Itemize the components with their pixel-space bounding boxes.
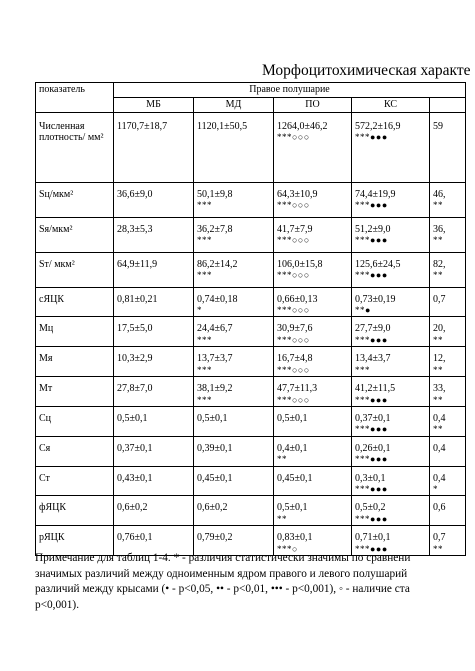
significance-mark: ***●●● [355, 424, 388, 435]
significance-mark: *** [197, 364, 212, 375]
significance-mark: ** [433, 394, 443, 405]
table-row [36, 112, 466, 182]
table-cell [430, 317, 466, 347]
significance-mark: *** [197, 235, 212, 245]
table-cell [114, 317, 194, 347]
cell-value: 0,37±0,1 [355, 412, 391, 424]
table-cell [430, 182, 466, 217]
significance-mark: ***●●● [355, 513, 388, 524]
significance-mark: *** [355, 364, 370, 375]
table-cell [274, 436, 352, 466]
significance-mark: ***○○○ [277, 364, 310, 375]
data-table [35, 82, 466, 556]
significance-mark: ***○ [277, 543, 298, 554]
table-cell [352, 317, 430, 347]
table-cell [430, 252, 466, 287]
cell-value: 12, [433, 353, 446, 365]
table-cell [352, 217, 430, 252]
group-header: Правое полушарие [114, 83, 466, 98]
table-cell [114, 217, 194, 252]
table-cell [274, 377, 352, 407]
significance-mark: * [197, 305, 202, 315]
table-row [36, 287, 466, 317]
row-label: рЯЦК [36, 526, 114, 556]
significance-mark: ** [433, 424, 443, 435]
table-cell [194, 182, 274, 217]
footnote [35, 551, 475, 613]
significance-mark: ***○○○ [277, 132, 310, 142]
significance-mark: *** [197, 200, 212, 210]
table-cell [430, 496, 466, 526]
table-cell [430, 287, 466, 317]
table-cell [274, 217, 352, 252]
cell-value: 0,74±0,18 [197, 293, 238, 305]
table-row [36, 436, 466, 466]
cell-value: 30,9±7,6 [277, 323, 313, 335]
cell-value: 20, [433, 323, 446, 335]
table-cell [194, 347, 274, 377]
table-cell [430, 347, 466, 377]
table-row [36, 182, 466, 217]
cell-value: 41,7±7,9 [277, 223, 313, 235]
cell-value: 28,3±5,3 [117, 223, 153, 235]
significance-mark: *** [197, 334, 212, 345]
row-label: Sц/мкм² [36, 182, 114, 217]
table-cell [352, 496, 430, 526]
cell-value: 0,4 [433, 412, 446, 424]
cell-value: 50,1±9,8 [197, 188, 233, 200]
cell-value: 0,83±0,1 [277, 532, 313, 544]
cell-value: 0,5±0,1 [117, 412, 148, 424]
table-cell [114, 496, 194, 526]
cell-value: 74,4±19,9 [355, 188, 396, 200]
significance-mark: ***●●● [355, 394, 388, 405]
table-cell [430, 466, 466, 496]
cell-value: 36,2±7,8 [197, 223, 233, 235]
footnote-line: Примечание для таблиц 1-4. * - различия статистически значимы по сравнени [35, 552, 411, 564]
row-label: Мц [36, 317, 114, 347]
cell-value: 46, [433, 188, 446, 200]
table-cell [352, 252, 430, 287]
table-cell [114, 182, 194, 217]
table-cell [352, 112, 430, 182]
cell-value: 0,3±0,1 [355, 472, 386, 484]
cell-value: 16,7±4,8 [277, 353, 313, 365]
table-cell [194, 287, 274, 317]
significance-mark: ** [277, 513, 287, 524]
table-cell [352, 436, 430, 466]
cell-value: 0,71±0,1 [355, 532, 391, 544]
cell-value: 0,45±0,1 [277, 472, 313, 484]
cell-value: 0,76±0,1 [117, 532, 153, 544]
cell-value: 0,5±0,1 [277, 412, 308, 424]
column-header: МБ [114, 98, 194, 113]
cell-value: 0,6±0,2 [197, 502, 228, 514]
column-header: ПО [274, 98, 352, 113]
cell-value: 572,2±16,9 [355, 120, 401, 132]
table-cell [274, 496, 352, 526]
cell-value: 0,7 [433, 532, 446, 544]
significance-mark: ** [433, 270, 443, 280]
row-label: Мт [36, 377, 114, 407]
row-header-label: показатель [36, 83, 114, 113]
cell-value: 106,0±15,8 [277, 258, 323, 270]
row-label: сЯЦК [36, 287, 114, 317]
cell-value: 1264,0±46,2 [277, 120, 328, 132]
cell-value: 41,2±11,5 [355, 383, 396, 395]
significance-mark: ***○○○ [277, 334, 310, 345]
significance-mark: ***●●● [355, 200, 388, 210]
table-cell [194, 217, 274, 252]
significance-mark: ** [433, 200, 443, 210]
significance-mark: ***○○○ [277, 270, 310, 280]
table-cell [274, 287, 352, 317]
significance-mark: ***●●● [355, 132, 388, 142]
table-cell [352, 347, 430, 377]
table-row [36, 217, 466, 252]
table-cell [274, 406, 352, 436]
row-label: Мя [36, 347, 114, 377]
cell-value: 0,45±0,1 [197, 472, 233, 484]
cell-value: 0,4 [433, 472, 446, 484]
table-row [36, 466, 466, 496]
significance-mark: ** [277, 454, 287, 465]
footnote-line: различий между крысами (• - p<0,05, •• - p<0,01, ••• - p<0,001), ◦ - наличие ста [35, 583, 410, 595]
cell-value: 38,1±9,2 [197, 383, 233, 395]
cell-value: 1170,7±18,7 [117, 120, 168, 132]
significance-mark: ***●●● [355, 454, 388, 465]
table-cell [114, 112, 194, 182]
cell-value: 27,7±9,0 [355, 323, 391, 335]
table-cell [430, 112, 466, 182]
table-cell [194, 317, 274, 347]
significance-mark: ***○○○ [277, 305, 310, 315]
cell-value: 0,43±0,1 [117, 472, 153, 484]
cell-value: 86,2±14,2 [197, 258, 238, 270]
row-label: Сц [36, 406, 114, 436]
table-cell [194, 466, 274, 496]
significance-mark: ** [433, 543, 443, 554]
table-cell [274, 347, 352, 377]
table-cell [430, 406, 466, 436]
column-header [430, 98, 466, 113]
cell-value: 0,37±0,1 [117, 442, 153, 454]
table-body [36, 112, 466, 556]
cell-value: 51,2±9,0 [355, 223, 391, 235]
table-row [36, 377, 466, 407]
table-row [36, 496, 466, 526]
cell-value: 27,8±7,0 [117, 383, 153, 395]
cell-value: 0,7 [433, 293, 446, 305]
significance-mark: ** [433, 235, 443, 245]
column-header: КС [352, 98, 430, 113]
table-cell [352, 182, 430, 217]
table-cell [114, 436, 194, 466]
significance-mark: ***○○○ [277, 394, 310, 405]
table-cell [430, 217, 466, 252]
cell-value: 17,5±5,0 [117, 323, 153, 335]
cell-value: 0,5±0,1 [277, 502, 308, 514]
cell-value: 1120,1±50,5 [197, 120, 248, 132]
table-cell [194, 377, 274, 407]
cell-value: 33, [433, 383, 446, 395]
table-cell [194, 406, 274, 436]
table-cell [194, 496, 274, 526]
cell-value: 13,4±3,7 [355, 353, 391, 365]
cell-value: 0,26±0,1 [355, 442, 391, 454]
cell-value: 0,5±0,2 [355, 502, 386, 514]
table-cell [274, 112, 352, 182]
cell-value: 59 [433, 120, 443, 132]
cell-value: 0,81±0,21 [117, 293, 158, 305]
row-label: Sт/ мкм² [36, 252, 114, 287]
cell-value: 24,4±6,7 [197, 323, 233, 335]
cell-value: 125,6±24,5 [355, 258, 401, 270]
table-cell [194, 252, 274, 287]
significance-mark: ** [433, 364, 443, 375]
cell-value: 0,39±0,1 [197, 442, 233, 454]
cell-value: 0,4 [433, 442, 446, 454]
table-cell [274, 182, 352, 217]
table-cell [114, 347, 194, 377]
table-cell [352, 287, 430, 317]
table-cell [114, 466, 194, 496]
cell-value: 13,7±3,7 [197, 353, 233, 365]
significance-mark: ***●●● [355, 484, 388, 495]
table-cell [194, 436, 274, 466]
table-cell [114, 377, 194, 407]
cell-value: 0,6 [433, 502, 446, 514]
cell-value: 47,7±11,3 [277, 383, 318, 395]
cell-value: 0,6±0,2 [117, 502, 148, 514]
significance-mark: ***●●● [355, 543, 388, 554]
row-label: Sя/мкм² [36, 217, 114, 252]
table-cell [430, 377, 466, 407]
significance-mark: ***●●● [355, 235, 388, 245]
cell-value: 64,3±10,9 [277, 188, 318, 200]
cell-value: 36,6±9,0 [117, 188, 153, 200]
significance-mark: *** [197, 394, 212, 405]
table-row [36, 406, 466, 436]
table-cell [430, 436, 466, 466]
cell-value: 0,73±0,19 [355, 293, 396, 305]
table-cell [274, 252, 352, 287]
footnote-line: значимых различий между одноименным ядром правого и левого полушарий [35, 567, 408, 580]
column-header: МД [194, 98, 274, 113]
significance-mark: **● [355, 305, 371, 315]
table-cell [274, 317, 352, 347]
table-cell [352, 466, 430, 496]
significance-mark: ** [433, 334, 443, 345]
significance-mark: ***○○○ [277, 200, 310, 210]
cell-value: 0,4±0,1 [277, 442, 308, 454]
footnote-line: p<0,001). [35, 598, 80, 611]
table-cell [114, 252, 194, 287]
significance-mark: ***●●● [355, 270, 388, 280]
table-row [36, 347, 466, 377]
cell-value: 82, [433, 258, 446, 270]
significance-mark: * [433, 484, 438, 495]
cell-value: 36, [433, 223, 446, 235]
significance-mark: ***●●● [355, 334, 388, 345]
significance-mark: ***○○○ [277, 235, 310, 245]
row-label: Ся [36, 436, 114, 466]
table-cell [194, 112, 274, 182]
row-label: фЯЦК [36, 496, 114, 526]
table-cell [114, 406, 194, 436]
table-cell [352, 377, 430, 407]
cell-value: 0,66±0,13 [277, 293, 318, 305]
page-title: Морфоцитохимическая характе [262, 62, 471, 79]
table-row [36, 317, 466, 347]
cell-value: 64,9±11,9 [117, 258, 158, 270]
row-label: Ст [36, 466, 114, 496]
table-cell [352, 406, 430, 436]
cell-value: 0,79±0,2 [197, 532, 233, 544]
cell-value: 10,3±2,9 [117, 353, 153, 365]
cell-value: 0,5±0,1 [197, 412, 228, 424]
table-cell [274, 466, 352, 496]
table-cell [114, 287, 194, 317]
table-row [36, 252, 466, 287]
significance-mark: *** [197, 270, 212, 280]
row-label: Численная плотность/ мм² [36, 112, 114, 182]
